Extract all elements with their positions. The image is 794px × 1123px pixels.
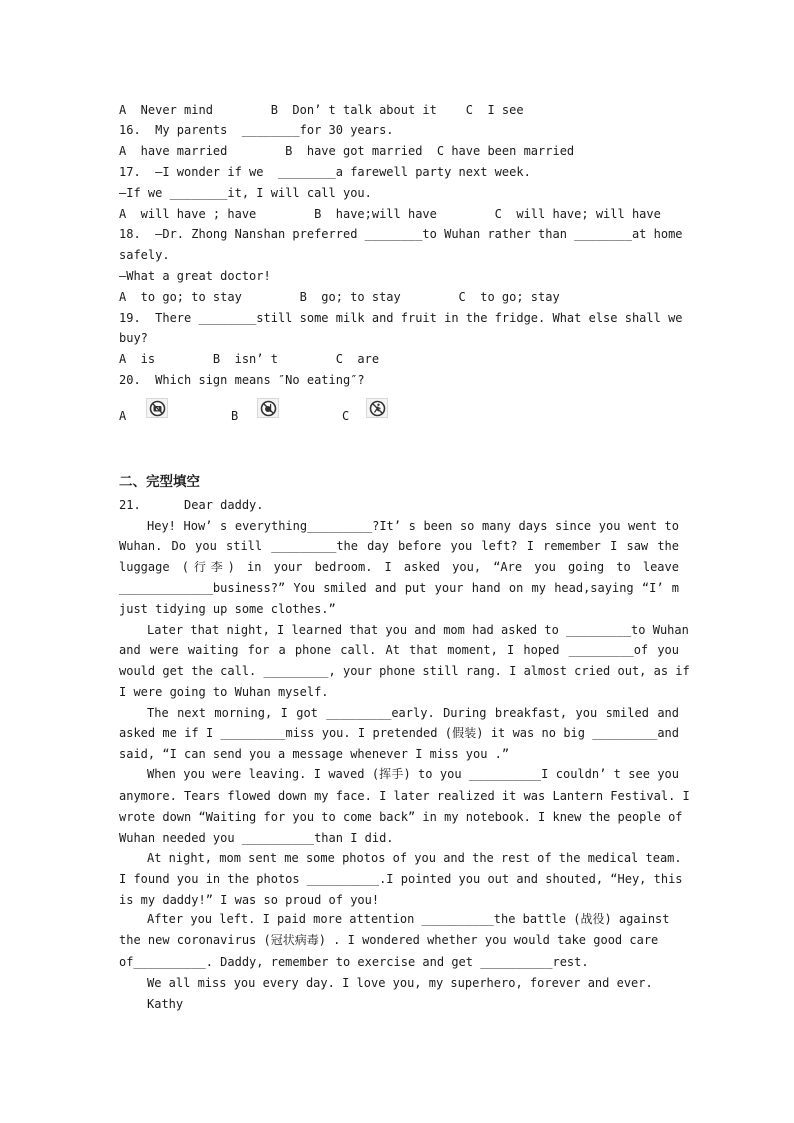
q19-stem-2: buy? — [119, 331, 148, 345]
passage-line: of__________. Daddy, remember to exercise and get __________rest. — [119, 955, 589, 969]
passage-line: Wuhan. Do you still _________the day before you left? I remember I saw the — [119, 539, 679, 553]
passage-line: and were waiting for a phone call. At that moment, I hoped _________of you — [119, 643, 679, 657]
passage-line: Wuhan needed you __________than I did. — [119, 831, 394, 845]
passage-line: When you were leaving. I waved (挥手) to you __________I couldn’ t see you — [147, 767, 679, 781]
passage-line: The next morning, I got _________early. During breakfast, you smiled and — [147, 706, 679, 720]
option-b-label: B — [231, 409, 239, 423]
q18-stem: 18. —Dr. Zhong Nanshan preferred ________to Wuhan rather than ________at home — [119, 227, 683, 241]
q18-stem-3: —What a great doctor! — [119, 269, 271, 283]
passage-line: Hey! How’ s everything_________?It’ s been so many days since you went to — [147, 519, 679, 533]
q15-options: A Never mind B Don’ t talk about it C I see — [119, 103, 524, 117]
passage-line: the new coronavirus (冠状病毒) . I wondered whether you would take good care — [119, 933, 659, 947]
passage-line: asked me if I _________miss you. I pretended (假装) it was no big _________and — [119, 726, 679, 740]
passage-line: luggage (行李) in your bedroom. I asked you, “Are you going to leave — [119, 560, 679, 574]
q17-stem-2: —If we ________it, I will call you. — [119, 186, 372, 200]
passage-line: just tidying up some clothes.” — [119, 602, 336, 616]
passage-line: is my daddy!” I was so proud of you! — [119, 893, 380, 907]
q18-stem-2: safely. — [119, 248, 170, 262]
passage-line: We all miss you every day. I love you, my superhero, forever and ever. — [147, 976, 653, 990]
passage-line: wrote down “Waiting for you to come back” in my notebook. I knew the people of — [119, 810, 683, 824]
passage-number-greeting: 21. Dear daddy. — [119, 498, 264, 512]
option-c-label: C — [342, 409, 350, 423]
q16-options: A have married B have got married C have been married — [119, 144, 575, 158]
q18-options: A to go; to stay B go; to stay C to go; stay — [119, 290, 560, 304]
signature-name: Kathy — [147, 997, 184, 1011]
passage-line: anymore. Tears flowed down my face. I later realized it was Lantern Festival. I — [119, 789, 690, 803]
passage-line: Later that night, I learned that you and mom had asked to _________to Wuhan — [147, 623, 689, 637]
q16-stem: 16. My parents ________for 30 years. — [119, 123, 394, 137]
no-eating-sign-icon — [257, 398, 279, 418]
passage-line: said, “I can send you a message whenever I miss you .” — [119, 747, 510, 761]
passage-line: I found you in the photos __________.I pointed you out and shouted, “Hey, this — [119, 872, 683, 886]
passage-line: After you left. I paid more attention __________the battle (战役) against — [147, 912, 670, 926]
q20-stem: 20. Which sign means ″No eating″? — [119, 373, 365, 387]
passage-line: would get the call. _________, your phone still rang. I almost cried out, as if — [119, 664, 690, 678]
section-heading-cloze: 二、完型填空 — [119, 474, 200, 490]
q17-options: A will have ; have B have;will have C will have; will have — [119, 207, 661, 221]
passage-line: I were going to Wuhan myself. — [119, 685, 329, 699]
passage-line: At night, mom sent me some photos of you and the rest of the medical team. — [147, 851, 682, 865]
no-running-sign-icon — [366, 398, 388, 418]
option-a-label: A — [119, 409, 127, 423]
q20-sign-options — [119, 398, 419, 424]
no-photo-sign-icon — [146, 398, 168, 418]
passage-line: _____________business?” You smiled and put your hand on my head,saying “I’ m — [119, 581, 679, 595]
q17-stem: 17. —I wonder if we ________a farewell party next week. — [119, 165, 531, 179]
q19-options: A is B isn’ t C are — [119, 352, 380, 366]
q19-stem: 19. There ________still some milk and fruit in the fridge. What else shall we — [119, 311, 683, 325]
